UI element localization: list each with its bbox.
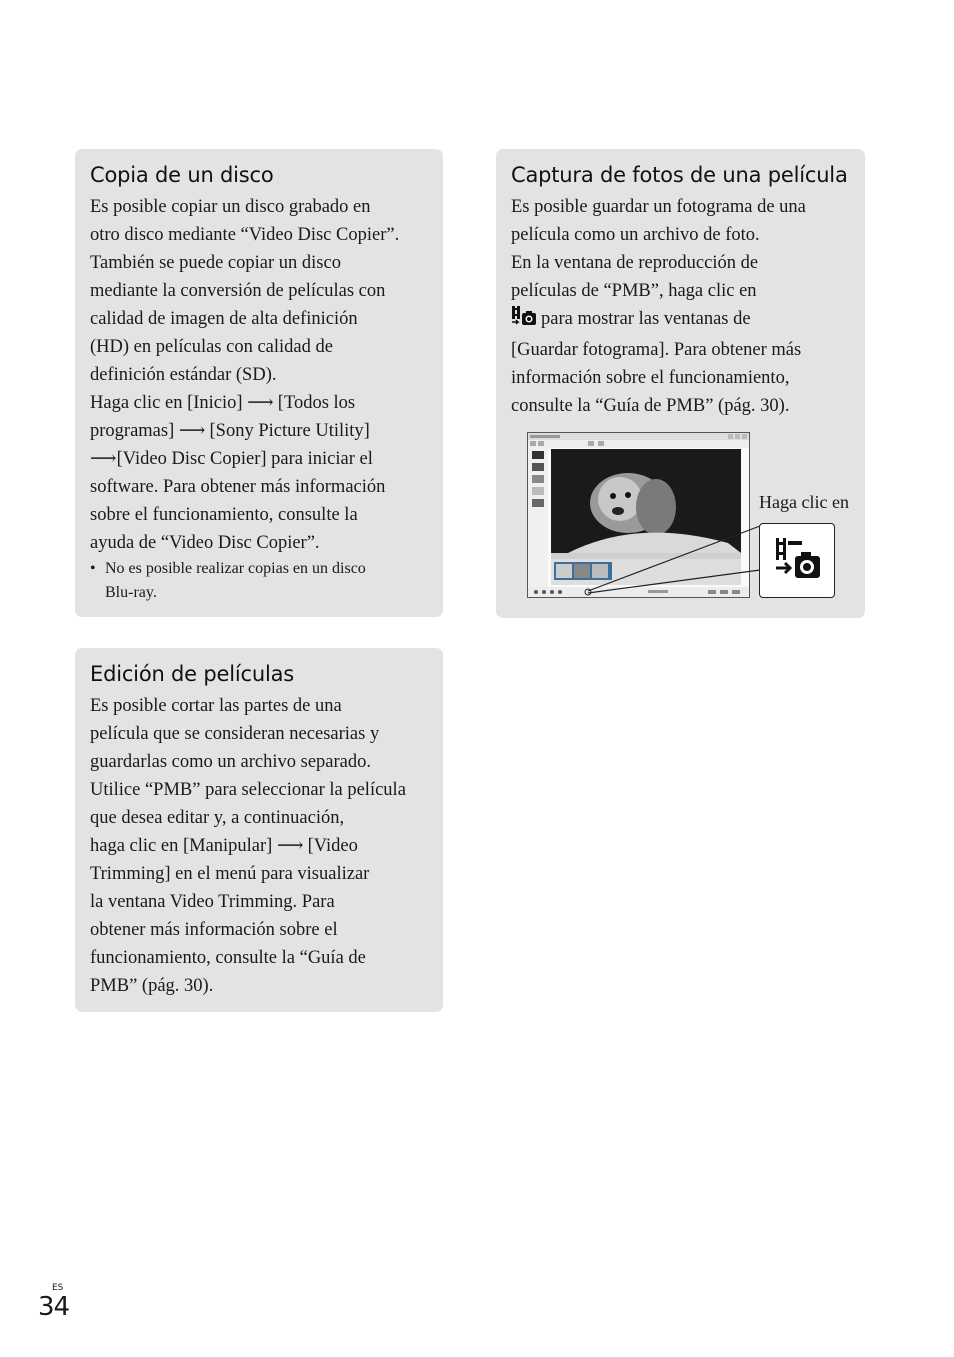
body-text: Es posible guardar un fotograma de una película como un archivo de foto. En la ventana de reproducción de películas de “PMB”, haga clic en para mostrar las ventanas de [Guardar fotograma]. Para obtener más información sobre el funcionamiento, consulte la “Guía de PMB” (pág. 30). bbox=[511, 197, 806, 416]
callout-frame-capture-button bbox=[759, 523, 835, 598]
page-language-code: ES bbox=[52, 1283, 64, 1293]
section-copy-disc bbox=[75, 149, 443, 617]
note-item: • No es posible realizar copias en un disco Blu-ray. bbox=[90, 557, 429, 605]
frame-capture-icon bbox=[511, 305, 537, 336]
section-title: Copia de un disco bbox=[90, 163, 274, 187]
callout-label: Haga clic en bbox=[759, 492, 849, 512]
frame-capture-icon bbox=[760, 524, 833, 596]
arrow-right-icon: ⟶ bbox=[90, 449, 117, 469]
bullet-icon: • bbox=[90, 560, 96, 577]
section-movie-editing bbox=[75, 648, 443, 1012]
arrow-right-icon: ⟶ bbox=[178, 421, 206, 441]
arrow-right-icon: ⟶ bbox=[276, 836, 304, 856]
body-text: Es posible copiar un disco grabado en otro disco mediante “Video Disc Copier”. También se puede copiar un disco mediante la conversión de películas con calidad de imagen de alta definición (HD) en películas con calidad de definición estándar (SD). Haga clic en [Inicio] ⟶ [Todos los programas] ⟶ [Sony Picture Utility] ⟶ [Video Disc Copier] para iniciar el software. Para obtener más información sobre el funcionamiento, consulte la ayuda de “Video Disc Copier”. bbox=[90, 197, 400, 553]
arrow-right-icon: ⟶ bbox=[247, 393, 274, 413]
section-title: Edición de películas bbox=[90, 662, 294, 686]
body-text: Es posible cortar las partes de una película que se consideran necesarias y guardarlas como un archivo separado. Utilice “PMB” para seleccionar la película que desea editar y, a continuación, haga clic en [Manipular] ⟶ [Video Trimming] en el menú para visualizar la ventana Video Trimming. Para obtener más información sobre el funcionamiento, consulte la “Guía de PMB” (pág. 30). bbox=[90, 696, 406, 996]
page-number: 34 bbox=[38, 1292, 70, 1322]
section-title: Captura de fotos de una película bbox=[511, 163, 848, 187]
callout-leader-lines bbox=[580, 520, 770, 600]
